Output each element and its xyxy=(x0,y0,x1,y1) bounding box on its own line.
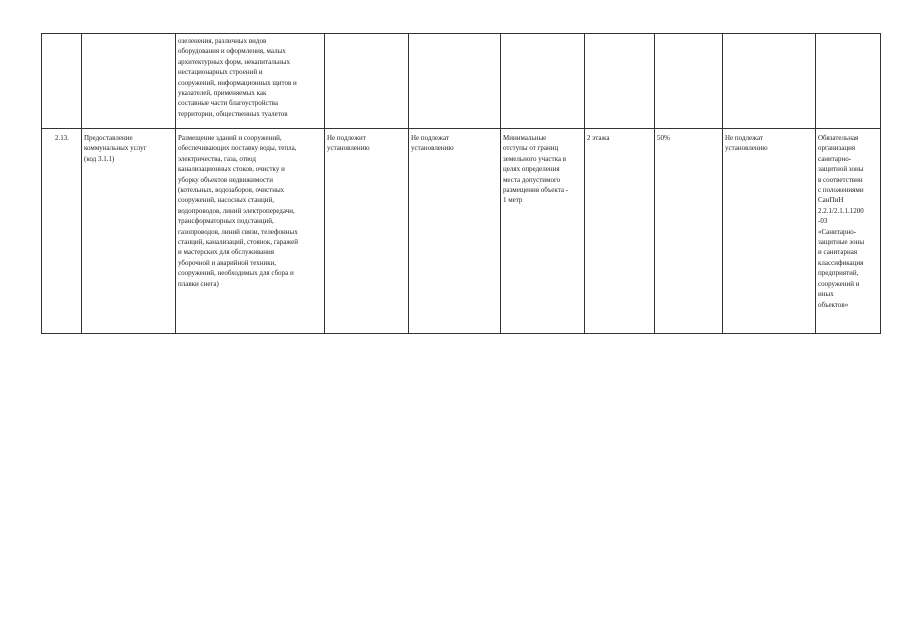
cell-col5: Не подлежат установлению xyxy=(409,129,501,334)
use-type-cell xyxy=(82,34,176,129)
cell-col9: Не подлежат установлению xyxy=(723,129,816,334)
cell-col9 xyxy=(723,34,816,129)
cell-col5 xyxy=(409,34,501,129)
cell-col6: Минимальные отступы от границ земельного участка в целях определения места допустимого размещения объекта - 1 метр xyxy=(501,129,585,334)
cell-col10 xyxy=(816,34,881,129)
row-number xyxy=(42,34,82,129)
use-description-cell: Размещение зданий и сооружений, обеспечивающих поставку воды, тепла, электричества, газа, отвод канализационных стоков, очистку и уборку объектов недвижимости (котельных, водозаборов, очистных сооружений, насосных станций, водопроводов, линий электропередачи, трансформаторных подстанций, газопроводов, линий связи, телефонных станций, канализаций, стоянок, гаражей и мастерских для обслуживания уборочной и аварийной техники, сооружений, необходимых для сбора и плавки снега) xyxy=(176,129,325,334)
cell-col7: 2 этажа xyxy=(585,129,655,334)
cell-col4: Не подлежит установлению xyxy=(325,129,409,334)
cell-col8: 50% xyxy=(655,129,723,334)
cell-col7 xyxy=(585,34,655,129)
cell-col8 xyxy=(655,34,723,129)
cell-col10: Обязательная организация санитарно- защитной зоны в соответствии с положениями СанПиН 2.2.1/2.1.1.1200 -03 «Санитарно- защитные зоны и санитарная классификация предприятий, сооружений и иных объектов» xyxy=(816,129,881,334)
cell-col4 xyxy=(325,34,409,129)
table-row xyxy=(42,129,881,334)
use-type-cell: Предоставление коммунальных услуг (код 3.1.1) xyxy=(82,129,176,334)
zoning-regulations-table xyxy=(41,33,881,334)
row-number: 2.13. xyxy=(42,129,82,334)
cell-col6 xyxy=(501,34,585,129)
table-row xyxy=(42,34,881,129)
use-description-cell: озеленения, различных видов оборудования и оформления, малых архитектурных форм, некапитальных нестационарных строений и сооружений, информационных щитов и указателей, применяемых как составные части благоустройства территории, общественных туалетов xyxy=(176,34,325,129)
